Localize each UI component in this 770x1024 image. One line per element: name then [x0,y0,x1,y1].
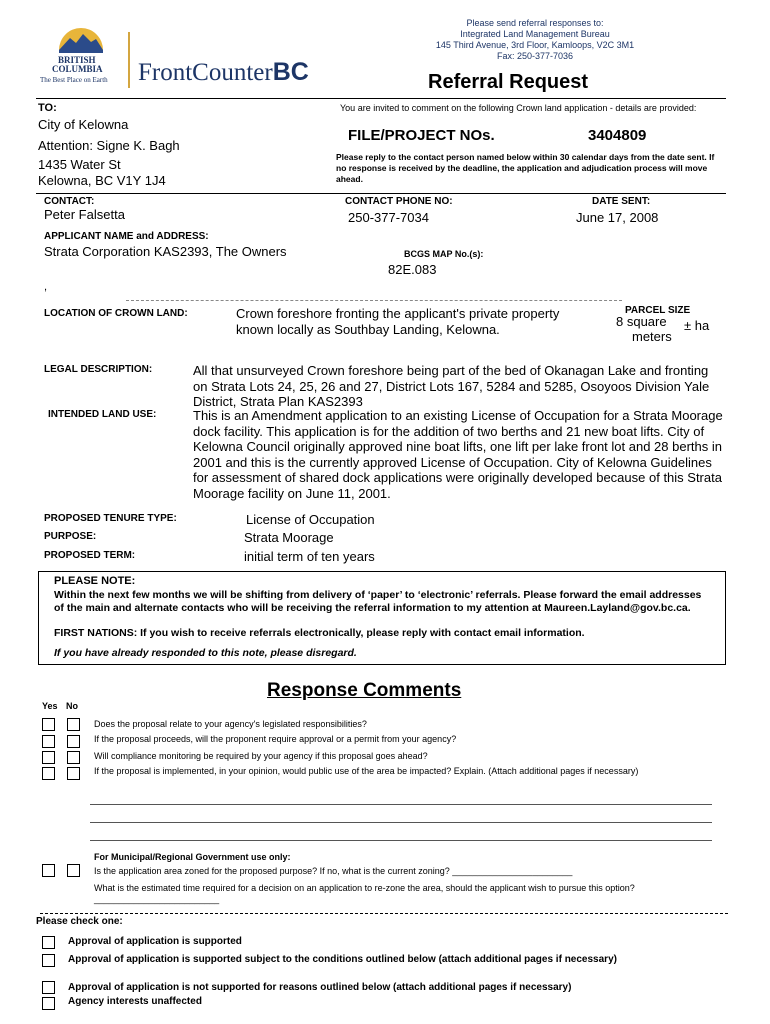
note-body: Within the next few months we will be shifting from delivery of ‘paper’ to ‘electronic’ referrals. Please forward the email addresses of the main and alternate contacts who will be receiving the referral information to my attention at Maureen.Layland@gov.bc.ca. [54,589,702,614]
q2-yes-checkbox[interactable] [42,735,55,748]
purpose-value: Strata Moorage [244,530,334,545]
bcgs-label: BCGS MAP No.(s): [404,249,484,259]
header-rule [36,98,726,99]
reply-notice: Please reply to the contact person named below within 30 calendar days from the date sent. If no response is received by the deadline, the application and adjudication process will move ahead. [336,152,715,184]
bc-sun-mountain-icon [56,28,106,54]
answer-line-3[interactable] [90,840,712,841]
location-label: LOCATION OF CROWN LAND: [44,308,188,319]
frontcounter-word: FrontCounter [138,59,273,86]
zoning-no-checkbox[interactable] [67,864,80,877]
bc-tagline: The Best Place on Earth [40,76,108,84]
check-one-label: Please check one: [36,916,123,927]
q4-yes-checkbox[interactable] [42,767,55,780]
question-4: If the proposal is implemented, in your opinion, would public use of the area be impacted? Explain. (Attach additional pages if necessary) [94,766,639,776]
rezone-question: What is the estimated time required for a decision on an application to re-zone the area, should the applicant wish to pursue this option?_________________________ [94,883,635,904]
send-line-1: Please send referral responses to: [466,18,604,28]
frontcounter-logo [138,58,309,87]
q1-yes-checkbox[interactable] [42,718,55,731]
q1-no-checkbox[interactable] [67,718,80,731]
q3-yes-checkbox[interactable] [42,751,55,764]
question-3: Will compliance monitoring be required by your agency if this proposal goes ahead? [94,751,428,761]
page-title: Referral Request [428,71,589,93]
frontcounter-bc: BC [272,58,309,86]
purpose-label: PURPOSE: [44,531,97,542]
tenure-type-value: License of Occupation [246,512,375,527]
contact-name: Peter Falsetta [44,207,125,222]
intended-value: This is an Amendment application to an existing License of Occupation for a Strata Moorage dock facility. This application is for the addition of two berths and 21 new boat lifts. City of Kelowna Council originally approved nine boat lifts, one lift per lake front lot and 28 berths in 2001 and this is the currently approved License of Occupation. City of Kelowna Guidelines for assessment of shared dock applications were originally developed because of this Strata Moorage facility on June 11, 2001. [193,408,723,501]
term-label: PROPOSED TERM: [44,550,136,561]
note-first-nations: FIRST NATIONS: If you wish to receive referrals electronically, please reply with contact email information. [54,627,585,639]
parcel-unit-ha: ± ha [684,318,710,333]
location-rule [126,300,622,301]
option-1-checkbox[interactable] [42,936,55,949]
zoning-question: Is the application area zoned for the proposed purpose? If no, what is the current zoning? ________________________ [94,866,573,876]
q4-no-checkbox[interactable] [67,767,80,780]
option-1-label: Approval of application is supported [68,936,242,947]
question-2: If the proposal proceeds, will the proponent require approval or a permit from your agency? [94,734,457,744]
bcgs-value: 82E.083 [388,262,437,277]
yes-header: Yes [42,701,58,711]
send-line-4: Fax: 250-377-7036 [496,51,574,61]
applicant-name: Strata Corporation KAS2393, The Owners [44,244,287,259]
to-org: City of Kelowna [38,117,129,132]
file-label: FILE/PROJECT NOs. [348,127,495,144]
option-3-label: Approval of application is not supported for reasons outlined below (attach additional pages if necessary) [68,982,572,993]
to-street: 1435 Water St [38,157,121,172]
option-4-checkbox[interactable] [42,997,55,1010]
zoning-yes-checkbox[interactable] [42,864,55,877]
to-city: Kelowna, BC V1Y 1J4 [38,173,166,188]
option-3-checkbox[interactable] [42,981,55,994]
note-disregard: If you have already responded to this note, please disregard. [54,647,357,659]
q3-no-checkbox[interactable] [67,751,80,764]
to-label: TO: [38,102,57,114]
send-responses-block [400,18,670,62]
note-label: PLEASE NOTE: [54,575,136,587]
term-value: initial term of ten years [244,549,375,564]
check-rule [40,913,728,914]
no-header: No [66,701,78,711]
contact-phone: 250-377-7034 [348,210,429,225]
response-title: Response Comments [267,680,462,701]
answer-line-1[interactable] [90,804,712,805]
contact-rule [36,193,726,194]
contact-phone-label: CONTACT PHONE NO: [345,196,453,207]
send-line-2: Integrated Land Management Bureau [460,29,610,39]
legal-label: LEGAL DESCRIPTION: [44,364,153,375]
answer-line-2[interactable] [90,822,712,823]
applicant-label: APPLICANT NAME and ADDRESS: [44,231,209,242]
option-4-label: Agency interests unaffected [68,996,202,1007]
intended-label: INTENDED LAND USE: [48,409,157,420]
invite-text: You are invited to comment on the following Crown land application - details are provided: [340,103,697,113]
contact-label: CONTACT: [44,196,95,207]
location-value: Crown foreshore fronting the applicant's private property known locally as Southbay Landing, Kelowna. [236,306,560,337]
parcel-value: 8 square [616,314,667,329]
file-number: 3404809 [588,127,647,144]
applicant-comma: , [44,281,48,293]
bc-logo [40,28,128,88]
parcel-label: PARCEL SIZE [625,305,691,316]
date-sent: June 17, 2008 [576,210,659,225]
bc-name-line1: BRITISH [58,55,96,65]
date-sent-label: DATE SENT: [592,196,651,207]
tenure-type-label: PROPOSED TENURE TYPE: [44,513,177,524]
option-2-checkbox[interactable] [42,954,55,967]
parcel-unit: meters [632,329,672,344]
logo-divider [128,32,130,88]
bc-name-line2: COLUMBIA [52,64,103,74]
municipal-label: For Municipal/Regional Government use only: [94,852,291,862]
to-attention: Attention: Signe K. Bagh [38,138,180,153]
option-2-label: Approval of application is supported subject to the conditions outlined below (attach additional pages if necessary) [68,954,617,965]
send-line-3: 145 Third Avenue, 3rd Floor, Kamloops, V2C 3M1 [435,40,635,50]
please-note-box [38,571,726,665]
legal-value: All that unsurveyed Crown foreshore being part of the bed of Okanagan Lake and fronting on Strata Lots 24, 25, 26 and 27, District Lots 167, 5284 and 5285, Osoyoos Division Yale District, Strata Plan KAS2393 [193,363,710,409]
question-1: Does the proposal relate to your agency's legislated responsibilities? [94,719,367,729]
q2-no-checkbox[interactable] [67,735,80,748]
